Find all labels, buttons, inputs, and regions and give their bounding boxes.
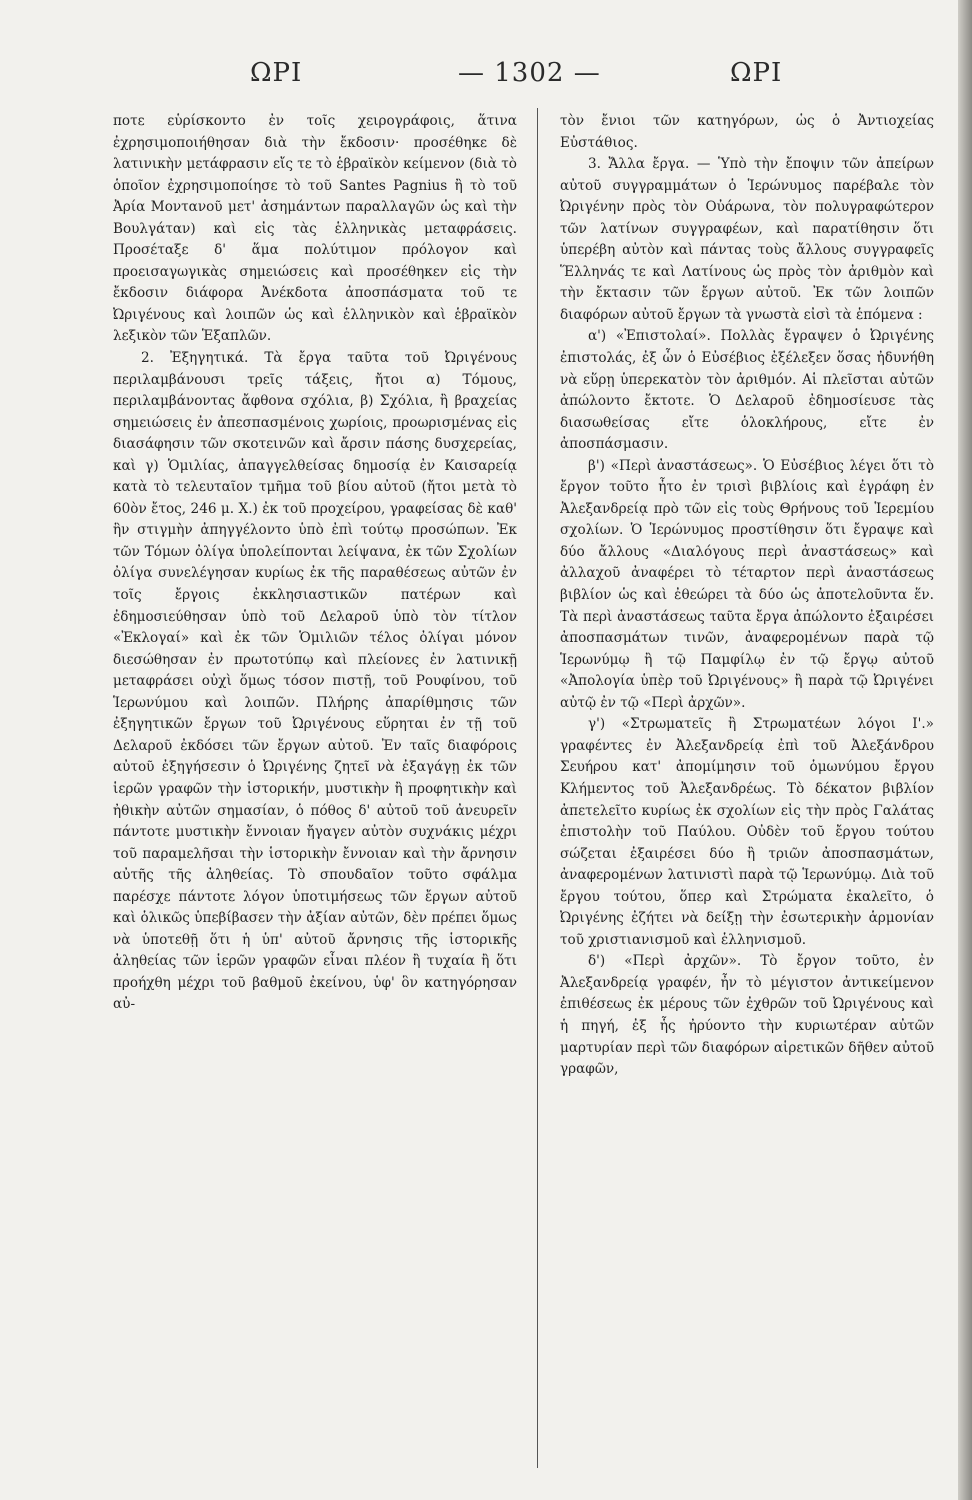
paragraph: 2. Ἐξηγητικά. Τὰ ἔργα ταῦτα τοῦ Ὠριγένους περιλαμβάνουσι τρεῖς τάξεις, ἤτοι α) Τόμους, περιλαμβάνοντας ἄφθονα σχόλια, β) Σχόλια, ἢ βραχείας σημειώσεις ἐν ἀπεσπασμένοις χωρίοις, προωρισμένας εἰς διασάφησιν τῶν σκοτεινῶν καὶ ἄρσιν πάσης δυσχερείας, καὶ γ) Ὁμιλίας, ἀπαγγελθείσας δημοσίᾳ ἐν Καισαρείᾳ κατὰ τὸ τελευταῖον τμῆμα τοῦ βίου αὐτοῦ (ἤτοι μετὰ τὸ 60ὸν ἔτος, 246 μ. Χ.) ἐκ τοῦ προχείρου, γραφείσας δὲ καθ' ἣν στιγμὴν ἀπηγγέλοντο ὑπὸ ἐπὶ τούτῳ προσώπων. Ἐκ τῶν Τόμων ὀλίγα ὑπολείπονται λείψανα, ἐκ τῶν Σχολίων ὀλίγα συνελέγησαν κυρίως ἐκ τῆς παραθέσεως αὐτῶν ἐν τοῖς ἔργοις ἐκκλησιαστικῶν πατέρων καὶ ἐδημοσιεύθησαν ὑπὸ τοῦ Δελαροῦ ὑπὸ τὸν τίτλον «Ἐκλογαί» καὶ ἐκ τῶν Ὁμιλιῶν τέλος ὀλίγαι μόνον διεσώθησαν ἐν πρωτοτύπῳ καὶ πλείονες ἐν λατινικῇ μεταφράσει οὐχὶ ὅμως τόσον πιστῇ, τοῦ Ρουφίνου, τοῦ Ἱερωνύμου καὶ λοιπῶν. Πλήρης ἀπαρίθμησις τῶν ἐξηγητικῶν ἔργων τοῦ Ὠριγένους εὕρηται ἐν τῇ τοῦ Δελαροῦ ἐκδόσει τῶν ἔργων αὐτοῦ. Ἐν ταῖς διαφόροις αὐτοῦ ἐξηγήσεσιν ὁ Ὠριγένης ζητεῖ νὰ ἐξαγάγῃ ἐκ τῶν ἱερῶν γραφῶν τὴν ἱστορικήν, μυστικὴν ἢ προφητικὴν καὶ ἠθικὴν αὐτῶν σημασίαν, ὁ πόθος δ' αὐτοῦ τοῦ ἀνευρεῖν πάντοτε μυστικὴν ἔννοιαν ἤγαγεν αὐτὸν συχνάκις μέχρι τοῦ παραμελῆσαι τὴν ἱστορικὴν ἔννοιαν καὶ τὴν ἄρνησιν αὐτῆς τῆς ἀληθείας. Τὸ σπουδαῖον τοῦτο σφάλμα παρέσχε πάντοτε λόγον ὑποτιμήσεως τῶν ἔργων αὐτοῦ καὶ ὁλικῶς ὑπεβίβασεν τὴν ἀξίαν αὐτῶν, δὲν πρέπει ὅμως νὰ ὑποτεθῇ ὅτι ἡ ὑπ' αὐτοῦ ἄρνησις τῆς ἱστορικῆς ἀληθείας τῶν ἱερῶν γραφῶν εἶναι πλέον ἢ τυχαία ἢ ὅτι προήχθη μέχρι τοῦ βαθμοῦ ἐκείνου, ὑφ' ὃν κατηγόρησαν αὐ- — [113, 350, 517, 1013]
paragraph: γ') «Στρωματεῖς ἢ Στρωματέων λόγοι Ι'.» γραφέντες ἐν Ἀλεξανδρείᾳ ἐπὶ τοῦ Ἀλεξάνδρου Σευήρου κατ' ἀπομίμησιν τοῦ ὁμωνύμου ἔργου Κλήμεντος τοῦ Ἀλεξανδρέως. Τὸ δέκατον βιβλίον ἀπετελεῖτο κυρίως ἐκ σχολίων εἰς τὴν πρὸς Γαλάτας ἐπιστολὴν τοῦ Παύλου. Οὐδὲν τοῦ ἔργου τούτου σώζεται ἐξαιρέσει δύο ἢ τριῶν ἀποσπασμάτων, ἀναφερομένων λατινιστὶ παρὰ τῷ Ἱερωνύμῳ. Διὰ τοῦ ἔργου τούτου, ὅπερ καὶ Στρώματα ἐκαλεῖτο, ὁ Ὠριγένης ἐζήτει νὰ δείξῃ τὴν ἐσωτερικὴν ἁρμονίαν τοῦ χριστιανισμοῦ καὶ ἑλληνισμοῦ. — [560, 716, 934, 948]
right-column — [560, 111, 934, 1081]
paragraph: 3. Ἄλλα ἔργα. — Ὑπὸ τὴν ἔποψιν τῶν ἀπείρων αὐτοῦ συγγραμμάτων ὁ Ἱερώνυμος παρέβαλε τὸν Ὠριγένην πρὸς τὸν Οὐάρωνα, τὸν πολυγραφώτερον τῶν λατίνων συγγραφέων, καὶ παρατίθησιν ὅτι ὑπερέβη αὐτὸν καὶ πάντας τοὺς ἄλλους συγγραφεῖς Ἕλληνάς τε καὶ Λατίνους ὡς πρὸς τὸν ἀριθμὸν καὶ τὴν ἔκτασιν τῶν ἔργων αὐτοῦ. Ἐκ τῶν λοιπῶν διαφόρων αὐτοῦ ἔργων τὰ γνωστὰ εἰσὶ τὰ ἑπόμενα : — [560, 156, 934, 323]
paragraph: δ') «Περὶ ἀρχῶν». Τὸ ἔργον τοῦτο, ἐν Ἀλεξανδρείᾳ γραφέν, ἦν τὸ μέγιστον ἀντικείμενον ἐπιθέσεως ἐκ μέρους τῶν ἐχθρῶν τοῦ Ὠριγένους καὶ ἡ πηγή, ἐξ ἧς ἠρύοντο τὴν κυριωτέραν αὐτῶν μαρτυρίαν περὶ τῶν διαφόρων αἱρετικῶν δῆθεν αὐτοῦ γραφῶν, — [560, 953, 934, 1078]
paragraph: τὸν ἔνιοι τῶν κατηγόρων, ὡς ὁ Ἀντιοχείας Εὐστάθιος. — [560, 113, 934, 151]
paragraph: ποτε εὑρίσκοντο ἐν τοῖς χειρογράφοις, ἅτινα ἐχρησιμοποιήθησαν διὰ τὴν ἔκδοσιν· προσέθηκε δὲ λατινικὴν μετάφρασιν εἴς τε τὸ ἑβραϊκὸν κείμενον (διὰ τὸ ὁποῖον ἐχρησιμοποίησε τὸ τοῦ Santes Pagnius ἢ τὸ τοῦ Ἀρία Μοντανοῦ μετ' ἀσημάντων παραλλαγῶν ὡς καὶ τὴν Βουλγάταν) καὶ εἰς τὰς ἑλληνικὰς μεταφράσεις. Προσέταξε δ' ἅμα πολύτιμον πρόλογον καὶ προεισαγωγικὰς σημειώσεις καὶ προσέθηκεν εἰς τὴν ἔκδοσιν διάφορα Ἀνέκδοτα ἀποσπάσματα τοῦ τε Ὠριγένους καὶ λοιπῶν ὡς καὶ ἑλληνικὸν καὶ ἑβραϊκὸν λεξικὸν τῶν Ἑξαπλῶν. — [113, 113, 517, 345]
paragraph: α') «Ἐπιστολαί». Πολλὰς ἔγραψεν ὁ Ὠριγένης ἐπιστολάς, ἐξ ὧν ὁ Εὐσέβιος ἐξέλεξεν ὅσας ἠδυνήθη νὰ εὕρῃ ὑπερεκατὸν τὸν ἀριθμόν. Αἱ πλεῖσται αὐτῶν ἀπώλοντο ἔκτοτε. Ὁ Δελαροῦ ἐδημοσίευσε τὰς διασωθείσας εἴτε ὁλοκλήρους, εἴτε ἐν ἀποσπάσμασιν. — [560, 328, 934, 453]
header-left-word: ΩΡΙ — [250, 58, 303, 88]
paragraph: β') «Περὶ ἀναστάσεως». Ὁ Εὐσέβιος λέγει ὅτι τὸ ἔργον τοῦτο ἦτο ἐν τρισὶ βιβλίοις καὶ ἐγράφη ἐν Ἀλεξανδρείᾳ πρὸ τῶν εἰς τοὺς Θρήνους τοῦ Ἱερεμίου σχολίων. Ὁ Ἱερώνυμος προστίθησιν ὅτι ἔγραψε καὶ δύο ἄλλους «Διαλόγους περὶ ἀναστάσεως» καὶ ἀλλαχοῦ ἀναφέρει τὸ τέταρτον περὶ ἀναστάσεως βιβλίον ὡς καὶ ἐθεώρει τὰ δύο ὡς ἀποτελοῦντα ἕν. Τὰ περὶ ἀναστάσεως ταῦτα ἔργα ἀπώλοντο ἐξαιρέσει ἀποσπασμάτων τινῶν, ἀναφερομένων παρὰ τῷ Ἱερωνύμῳ ἢ τῷ Παμφίλῳ ἐν τῷ ἔργῳ αὐτοῦ «Ἀπολογία ὑπὲρ τοῦ Ὠριγένους» ἢ παρὰ τῷ Ὠριγένει αὐτῷ ἐν τῷ «Περὶ ἀρχῶν». — [560, 457, 934, 711]
running-header — [110, 58, 910, 98]
header-right-word: ΩΡΙ — [730, 58, 783, 88]
page-number: — 1302 — — [458, 58, 601, 88]
book-spine-edge — [958, 0, 972, 1500]
left-column — [113, 111, 517, 1016]
column-divider — [537, 108, 538, 1468]
